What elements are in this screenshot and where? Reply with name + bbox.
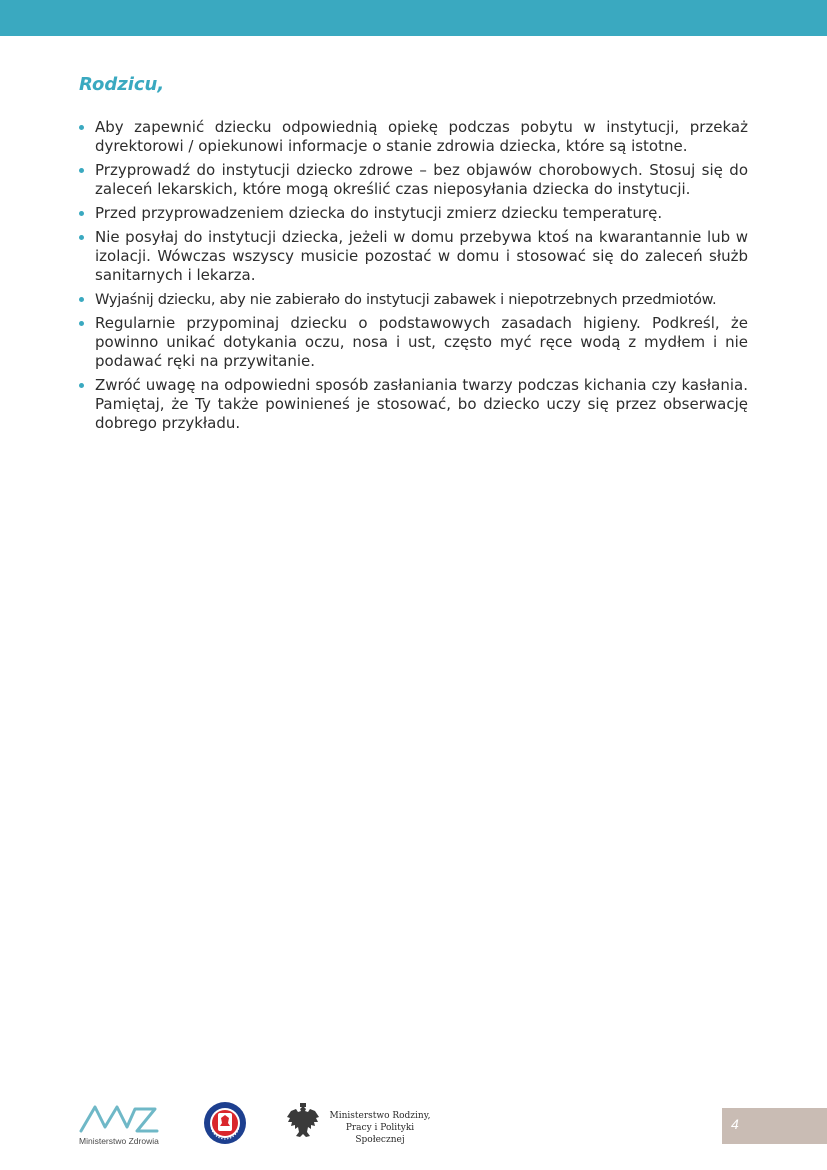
list-item [77, 204, 748, 223]
sanitary-inspection-logo [203, 1101, 247, 1145]
gis-seal-icon [203, 1101, 247, 1145]
list-item-text: Wyjaśnij dziecku, aby nie zabierało do instytucji zabawek i niepotrzebnych przedmiotów. [95, 291, 717, 308]
bullet-dot-icon [79, 235, 84, 240]
list-item-text: Zwróć uwagę na odpowiedni sposób zasłaniania twarzy podczas kichania czy kasłania. Pamiętaj, że Ty także powinieneś je stosować, bo dziecko uczy się przez obserwację dobrego przykładu. [95, 376, 748, 432]
header-band [0, 0, 827, 36]
list-item [77, 118, 748, 156]
family-ministry-line2: Pracy i Polityki Społecznej [345, 1123, 415, 1145]
mz-logo-text: Ministerstwo Zdrowia [79, 1136, 159, 1146]
list-item [77, 290, 748, 309]
list-item-text: Nie posyłaj do instytucji dziecka, jeżeli w domu przebywa ktoś na kwarantannie lub w izolacji. Wówczas wszyscy musicie pozostać w domu i stosować się do zaleceń służb sanitarnych i lekarza. [95, 228, 748, 284]
polish-eagle-emblem [284, 1102, 322, 1144]
bullet-dot-icon [79, 383, 84, 388]
list-item-text: Aby zapewnić dziecku odpowiednią opiekę podczas pobytu w instytucji, przekaż dyrektorowi / opiekunowi informacje o stanie zdrowia dziecka, które są istotne. [95, 118, 748, 155]
list-item [77, 314, 748, 371]
page-number: 4 [731, 1116, 739, 1132]
list-item-text: Przyprowadź do instytucji dziecko zdrowe – bez objawów chorobowych. Stosuj się do zaleceń lekarskich, które mogą określić czas nieposyłania dziecka do instytucji. [95, 161, 748, 198]
page-number-box [722, 1108, 827, 1144]
list-item [77, 376, 748, 433]
family-ministry-logo-text [325, 1110, 435, 1146]
footer [0, 1098, 827, 1158]
mz-zigzag-icon [79, 1103, 159, 1133]
bullet-dot-icon [79, 297, 84, 302]
list-item-text: Przed przyprowadzeniem dziecka do instytucji zmierz dziecku temperaturę. [95, 204, 663, 222]
eagle-icon [284, 1102, 322, 1144]
list-item-text: Regularnie przypominaj dziecku o podstawowych zasadach higieny. Podkreśl, że powinno unikać dotykania oczu, nosa i ust, często myć ręce wodą z mydłem i nie podawać ręki na przywitanie. [95, 314, 748, 370]
bullet-dot-icon [79, 168, 84, 173]
bullet-dot-icon [79, 125, 84, 130]
bullet-dot-icon [79, 321, 84, 326]
bullet-dot-icon [79, 211, 84, 216]
list-item [77, 228, 748, 285]
ministry-of-health-logo [79, 1103, 161, 1149]
family-ministry-line1: Ministerstwo Rodziny, [329, 1111, 431, 1121]
list-item [77, 161, 748, 199]
page-heading: Rodzicu, [79, 74, 165, 95]
advice-list [77, 118, 748, 438]
